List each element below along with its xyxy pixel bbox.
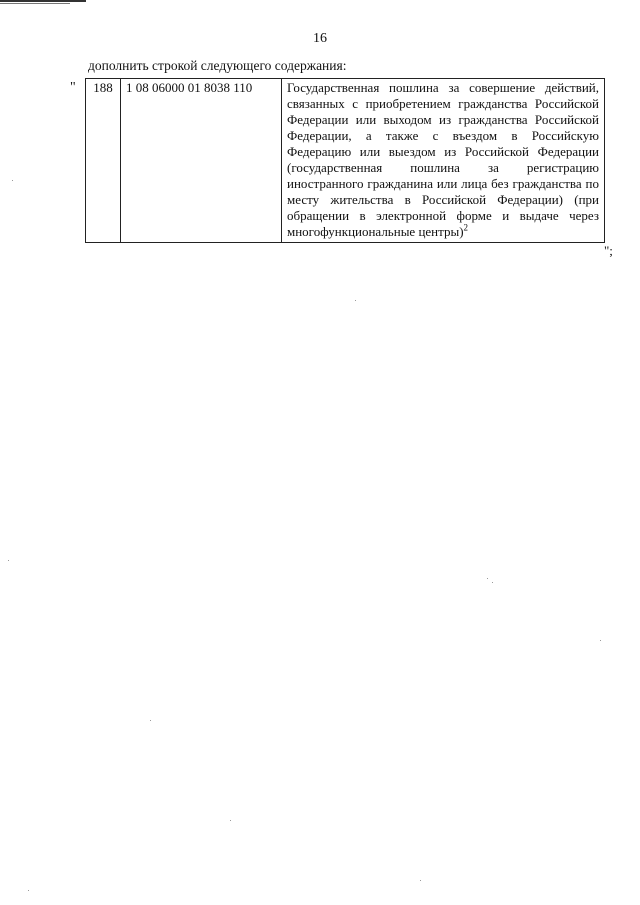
scan-speck [230,820,231,821]
opening-quote-mark: " [70,80,76,95]
revenue-description-cell [282,79,605,243]
scan-speck [28,890,29,891]
scan-speck [8,560,9,561]
administrator-code-cell: 188 [86,79,121,243]
revenue-description-text: Государственная пошлина за совершение действий, связанных с приобретением гражданства Российской Федерации или выходом из гражданства Российской Федерации, а также с въездом в Российскую Федерацию или выездом из Российской Федерации (государственная пошлина за регистрацию иностранного гражданина или лица без гражданства по месту жительства в Российской Федерации) (при обращении в электронной форме и выдаче через многофункциональные центры) [287,80,599,239]
budget-classification-code-cell: 1 08 06000 01 8038 110 [121,79,282,243]
table-row [86,79,605,243]
scan-speck [355,300,356,301]
scan-speck [12,180,13,181]
page-number: 16 [313,31,327,46]
budget-code-table [85,78,605,243]
scan-speck [150,720,151,721]
closing-quote-mark: "; [604,243,613,258]
scan-speck [487,578,488,579]
scan-edge-mark [0,0,86,2]
scan-speck [492,582,493,583]
footnote-marker: 2 [463,222,469,233]
scan-edge-mark [0,3,70,4]
scan-speck [420,880,421,881]
scan-speck [600,640,601,641]
amendment-intro-text: дополнить строкой следующего содержания: [88,58,347,73]
